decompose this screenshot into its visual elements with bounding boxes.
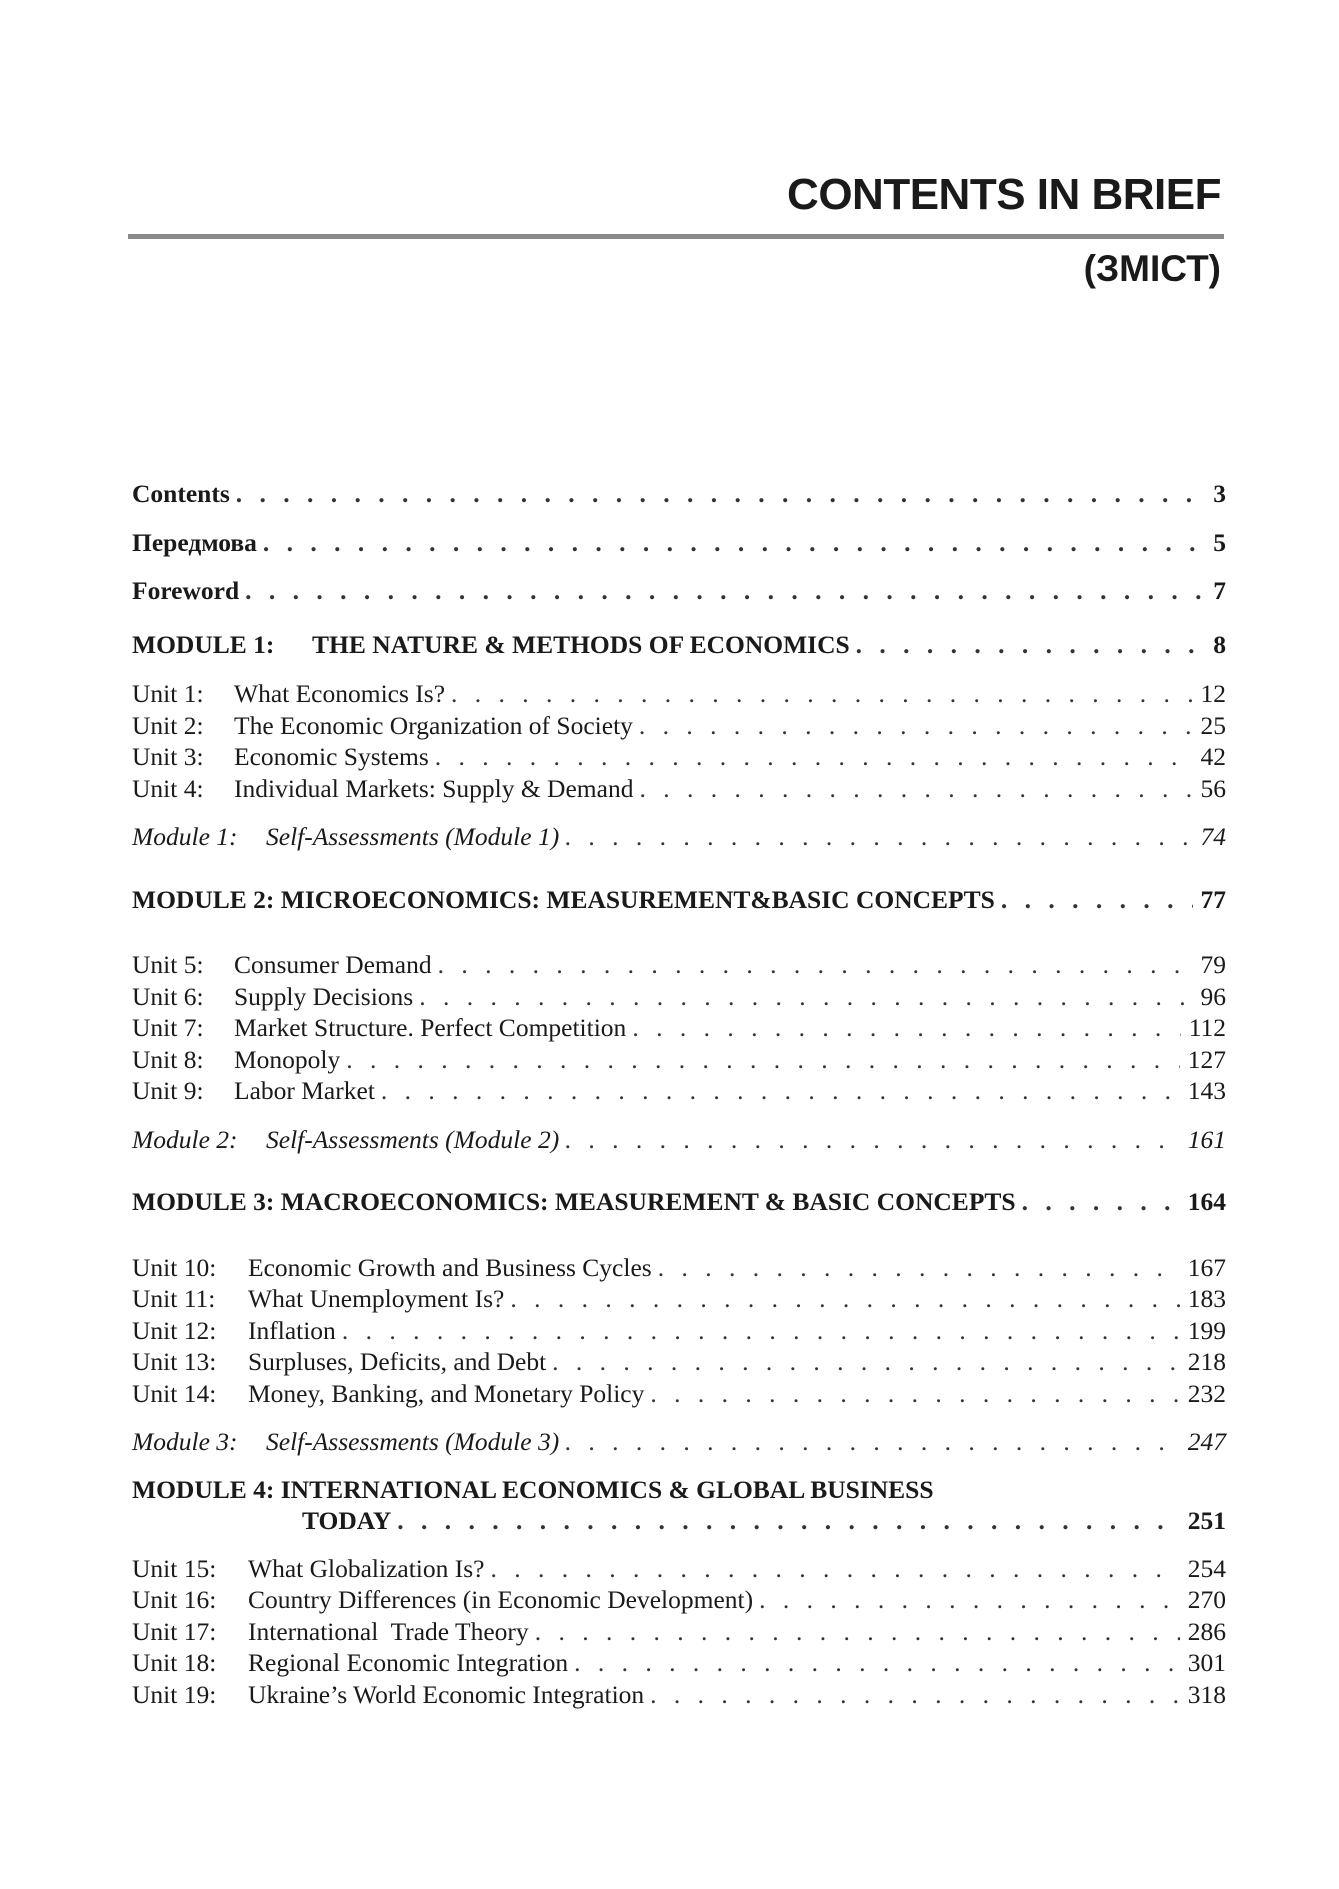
unit-prefix: Unit 3: (132, 742, 204, 771)
unit-prefix: Unit 11: (132, 1284, 216, 1313)
leader-dots (429, 741, 1193, 773)
leader-dots (633, 773, 1192, 805)
leader-dots (432, 949, 1193, 981)
toc-unit-14[interactable] (132, 1378, 1226, 1410)
toc-module-1[interactable] (132, 629, 1226, 661)
toc-unit-3[interactable] (132, 741, 1226, 773)
module-title: MICROECONOMICS: MEASUREMENT&BASIC CONCEPTS (280, 884, 995, 914)
module-title-line2: TODAY (302, 1506, 392, 1535)
leader-dots (336, 1315, 1180, 1347)
unit-prefix: Unit 12: (132, 1315, 217, 1345)
toc-page-number: 74 (1200, 822, 1226, 851)
module-title: MACROECONOMICS: MEASUREMENT & BASIC CONCEPTS (280, 1187, 1016, 1216)
leader-dots (340, 1044, 1179, 1076)
unit-prefix: Unit 18: (132, 1648, 217, 1677)
toc-module-3[interactable] (132, 1186, 1226, 1218)
leader-dots (644, 1679, 1180, 1711)
toc-page-number: 301 (1187, 1648, 1226, 1677)
toc-page-number: 199 (1187, 1315, 1226, 1345)
assessment-title: Self-Assessments (Module 1) (266, 822, 560, 851)
toc-page-number: 127 (1187, 1044, 1226, 1074)
unit-title: Money, Banking, and Monetary Policy (248, 1378, 645, 1408)
leader-dots (1016, 1186, 1180, 1218)
leader-dots (546, 1346, 1180, 1378)
unit-title: International Trade Theory (248, 1616, 529, 1646)
leader-dots (753, 1584, 1180, 1616)
leader-dots (257, 527, 1205, 559)
unit-title: Country Differences (in Economic Development) (248, 1585, 754, 1614)
toc-page-number: 232 (1187, 1378, 1226, 1408)
toc-page-number: 247 (1187, 1427, 1226, 1456)
leader-dots (413, 981, 1192, 1013)
table-of-contents (132, 478, 1226, 1710)
leader-dots (644, 1378, 1179, 1410)
unit-prefix: Unit 1: (132, 679, 204, 708)
toc-unit-2[interactable] (132, 710, 1226, 742)
leader-dots (559, 821, 1192, 853)
toc-page-number: 164 (1187, 1187, 1226, 1216)
toc-unit-19[interactable] (132, 1679, 1226, 1711)
leader-dots (559, 1426, 1180, 1458)
unit-title: Economic Growth and Business Cycles (248, 1252, 652, 1282)
toc-page-number: 286 (1187, 1616, 1226, 1646)
toc-entry-label: Contents (132, 479, 230, 508)
leader-dots (633, 710, 1193, 742)
leader-dots (529, 1616, 1180, 1648)
module-prefix: MODULE 2: (132, 884, 275, 914)
module-prefix: MODULE 3: (132, 1187, 275, 1216)
toc-entry-label: Foreword (132, 576, 240, 605)
unit-title: Surpluses, Deficits, and Debt (248, 1347, 547, 1376)
leader-dots (485, 1553, 1180, 1585)
leader-dots (230, 478, 1205, 510)
toc-unit-11[interactable] (132, 1283, 1226, 1315)
toc-page-number: 56 (1200, 773, 1226, 803)
toc-self-assessment-2[interactable] (132, 1124, 1226, 1156)
unit-prefix: Unit 15: (132, 1553, 217, 1583)
toc-unit-15[interactable] (132, 1553, 1226, 1585)
leader-dots (995, 884, 1193, 916)
leader-dots (568, 1647, 1180, 1679)
toc-page-number: 42 (1200, 742, 1226, 771)
toc-page-number: 251 (1187, 1506, 1226, 1535)
toc-unit-16[interactable] (132, 1584, 1226, 1616)
unit-prefix: Unit 9: (132, 1076, 204, 1105)
toc-unit-1[interactable] (132, 678, 1226, 710)
toc-unit-6[interactable] (132, 981, 1226, 1013)
toc-entry-foreword[interactable] (132, 575, 1226, 607)
toc-page-number: 270 (1187, 1585, 1226, 1614)
unit-title: Labor Market (234, 1076, 375, 1105)
module-prefix: MODULE 1: (132, 629, 275, 659)
unit-title: Monopoly (234, 1044, 341, 1074)
unit-prefix: Unit 5: (132, 950, 204, 979)
unit-title: What Economics Is? (234, 679, 446, 708)
module-prefix: MODULE 4: (132, 1474, 275, 1504)
toc-unit-4[interactable] (132, 773, 1226, 805)
assessment-title: Self-Assessments (Module 2) (266, 1124, 560, 1154)
toc-page-number: 3 (1213, 479, 1226, 508)
toc-unit-9[interactable] (132, 1075, 1226, 1107)
unit-title: Inflation (248, 1315, 336, 1345)
toc-entry-contents[interactable] (132, 478, 1226, 510)
toc-unit-12[interactable] (132, 1315, 1226, 1347)
toc-unit-8[interactable] (132, 1044, 1226, 1076)
unit-title: Economic Systems (234, 742, 429, 771)
toc-unit-17[interactable] (132, 1616, 1226, 1648)
unit-title: Individual Markets: Supply & Demand (234, 773, 634, 803)
toc-unit-10[interactable] (132, 1252, 1226, 1284)
toc-unit-5[interactable] (132, 949, 1226, 981)
unit-prefix: Unit 14: (132, 1378, 217, 1408)
assessment-prefix: Module 3: (132, 1427, 238, 1456)
leader-dots (375, 1075, 1180, 1107)
unit-prefix: Unit 16: (132, 1585, 217, 1614)
toc-page-number: 79 (1200, 950, 1226, 979)
unit-prefix: Unit 13: (132, 1347, 217, 1376)
unit-prefix: Unit 10: (132, 1252, 217, 1282)
toc-page-number: 254 (1187, 1553, 1226, 1583)
toc-unit-13[interactable] (132, 1346, 1226, 1378)
toc-page-number: 183 (1187, 1284, 1226, 1313)
unit-title: Market Structure. Perfect Competition (234, 1013, 627, 1042)
unit-prefix: Unit 7: (132, 1013, 204, 1042)
toc-page-number: 8 (1213, 629, 1226, 659)
unit-title: Ukraine’s World Economic Integration (248, 1679, 645, 1709)
page-title: CONTENTS IN BRIEF (787, 170, 1221, 219)
toc-page-number: 167 (1187, 1252, 1226, 1282)
toc-page-number: 112 (1188, 1013, 1226, 1042)
toc-page-number: 5 (1213, 527, 1226, 557)
leader-dots (391, 1505, 1179, 1537)
unit-prefix: Unit 19: (132, 1679, 217, 1709)
module-title: THE NATURE & METHODS OF ECONOMICS (312, 629, 850, 659)
toc-entry-peredmova[interactable] (132, 527, 1226, 559)
toc-page-number: 161 (1187, 1124, 1226, 1154)
toc-entry-label: Передмова (132, 527, 257, 557)
assessment-prefix: Module 2: (132, 1124, 238, 1154)
toc-module-2[interactable] (132, 884, 1226, 916)
title-rule (128, 234, 1224, 239)
toc-page-number: 96 (1200, 981, 1226, 1011)
toc-page-number: 77 (1200, 884, 1226, 914)
unit-prefix: Unit 4: (132, 773, 204, 803)
toc-module-4[interactable] (132, 1505, 1226, 1537)
unit-prefix: Unit 6: (132, 981, 204, 1011)
assessment-prefix: Module 1: (132, 822, 238, 851)
toc-page-number: 25 (1200, 710, 1226, 740)
leader-dots (239, 575, 1205, 607)
toc-self-assessment-3[interactable] (132, 1426, 1226, 1458)
leader-dots (850, 629, 1206, 661)
toc-page-number: 218 (1187, 1347, 1226, 1376)
leader-dots (559, 1124, 1180, 1156)
toc-page-number: 7 (1213, 576, 1226, 605)
leader-dots (504, 1283, 1179, 1315)
toc-unit-7[interactable] (132, 1012, 1226, 1044)
toc-self-assessment-1[interactable] (132, 821, 1226, 853)
toc-page-number: 143 (1187, 1076, 1226, 1105)
leader-dots (445, 678, 1192, 710)
unit-title: What Unemployment Is? (248, 1284, 505, 1313)
unit-prefix: Unit 8: (132, 1044, 204, 1074)
unit-title: What Globalization Is? (248, 1553, 485, 1583)
leader-dots (652, 1252, 1180, 1284)
unit-title: Supply Decisions (234, 981, 414, 1011)
toc-module-4-title[interactable] (132, 1474, 1226, 1506)
unit-title: The Economic Organization of Society (234, 710, 633, 740)
toc-page-number: 12 (1200, 679, 1226, 708)
leader-dots (626, 1012, 1180, 1044)
assessment-title: Self-Assessments (Module 3) (266, 1427, 560, 1456)
unit-title: Consumer Demand (234, 950, 432, 979)
page-subtitle: (ЗМІСТ) (1083, 248, 1221, 289)
unit-prefix: Unit 2: (132, 710, 204, 740)
unit-title: Regional Economic Integration (248, 1648, 569, 1677)
unit-prefix: Unit 17: (132, 1616, 217, 1646)
module-title: INTERNATIONAL ECONOMICS & GLOBAL BUSINESS (280, 1474, 934, 1504)
toc-page-number: 318 (1187, 1679, 1226, 1709)
toc-unit-18[interactable] (132, 1647, 1226, 1679)
